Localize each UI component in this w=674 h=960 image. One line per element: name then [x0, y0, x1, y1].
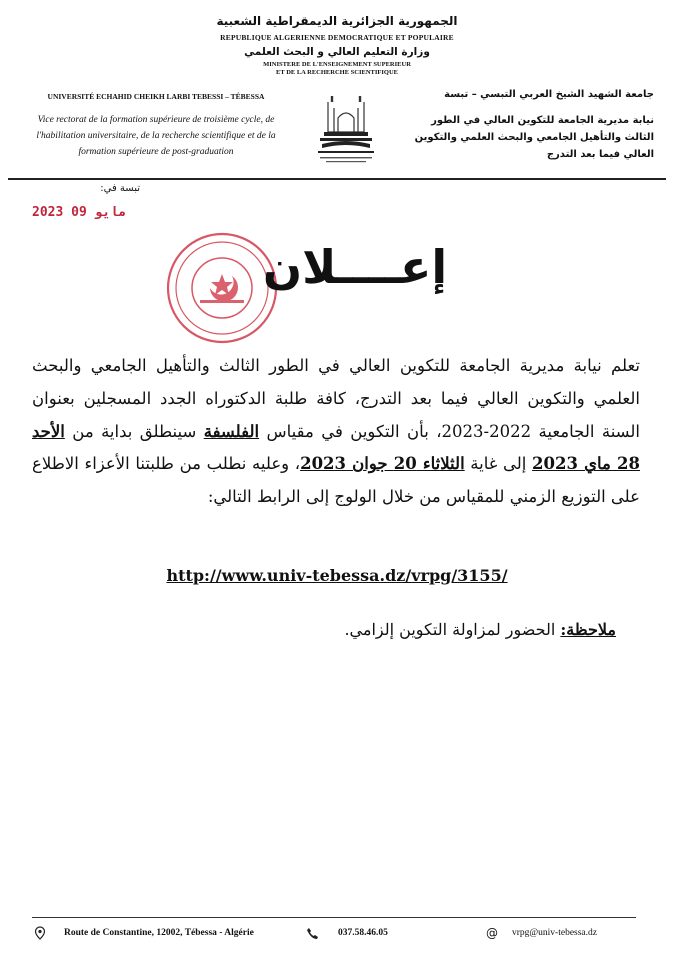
- ministry-fr-line2: ET DE LA RECHERCHE SCIENTIFIQUE: [276, 69, 398, 76]
- date-stamp: 2023 مايو 09: [32, 205, 126, 220]
- vice-rectorat-fr-line1: Vice rectorat de la formation supérieure de troisième cycle, de: [37, 115, 275, 125]
- vice-rectorat-fr-line2: l'habilitation universitaire, de la recherche scientifique et de la: [36, 131, 276, 141]
- at-icon: @: [486, 926, 498, 940]
- ministry-title-ar: وزارة التعليم العالي و البحث العلمي: [244, 46, 430, 58]
- vice-rectorat-ar-line1: نيابة مديرية الجامعة للتكوين العالي في الطور: [431, 115, 654, 126]
- republic-title-fr: REPUBLIQUE ALGERIENNE DEMOCRATIQUE ET POPULAIRE: [220, 33, 454, 42]
- vice-rectorat-ar: [384, 112, 654, 163]
- start-date-highlight: الأحد 28 ماي 2023: [32, 421, 640, 474]
- republic-title-ar: الجمهورية الجزائرية الديمقراطية الشعبية: [216, 14, 458, 28]
- announcement-title: إعــــلان: [262, 240, 448, 294]
- note-label: ملاحظة:: [560, 620, 616, 639]
- vice-rectorat-fr: [26, 112, 286, 160]
- footer-divider: [32, 917, 636, 918]
- subject-highlight: الفلسفة: [203, 421, 260, 441]
- end-date-highlight: الثلاثاء 20 جوان 2023: [300, 454, 465, 474]
- vice-rectorat-fr-line3: formation supérieure de post-graduation: [78, 147, 234, 157]
- university-name-ar: جامعة الشهيد الشيخ العربي التبسي – تبسة: [444, 89, 654, 100]
- phone-icon: [306, 927, 319, 940]
- ministry-fr-line1: MINISTERE DE L'ENSEIGNEMENT SUPERIEUR: [263, 61, 411, 68]
- schedule-link[interactable]: http://www.univ-tebessa.dz/vrpg/3155/: [166, 566, 508, 585]
- footer-phone: 037.58.46.05: [338, 928, 388, 938]
- location-pin-icon: [34, 926, 46, 940]
- university-logo: [306, 88, 386, 168]
- announcement-body: [32, 350, 640, 514]
- vice-rectorat-ar-line2: الثالث والتأهيل الجامعي والبحث العلمي والتكوين: [414, 132, 654, 143]
- body-part2: سينطلق بداية من: [64, 421, 204, 441]
- place-label: تبسة في:: [100, 183, 140, 194]
- vice-rectorat-ar-line3: العالي فيما بعد التدرج: [546, 149, 654, 160]
- note: [32, 620, 616, 639]
- footer: [0, 926, 674, 946]
- note-text: الحضور لمزاولة التكوين إلزامي.: [344, 620, 561, 639]
- body-part1: تعلم نيابة مديرية الجامعة للتكوين العالي في الطور الثالث والتأهيل الجامعي والبحث العلمي والتكوين العالي فيما بعد التدرج، كافة طلبة الدكتوراه الجدد المسجلين بعنوان السنة الجامعية 2022-2023، بأن التكوين في مقياس: [32, 356, 640, 441]
- ministry-title-fr: [0, 61, 674, 77]
- body-part3: إلى غاية: [464, 454, 533, 474]
- body-part4: ، وعليه نطلب من طلبتنا الأعزاء الاطلاع على التوزيع الزمني للمقياس من خلال الولوج إلى الرابط التالي:: [32, 454, 640, 507]
- header-divider: [8, 178, 666, 180]
- university-name-fr: UNIVERSITÉ ECHAHID CHEIKH LARBI TEBESSI – TÉBESSA: [47, 92, 265, 101]
- footer-email[interactable]: vrpg@univ-tebessa.dz: [512, 928, 597, 938]
- footer-address: Route de Constantine, 12002, Tébessa - Algérie: [64, 928, 254, 938]
